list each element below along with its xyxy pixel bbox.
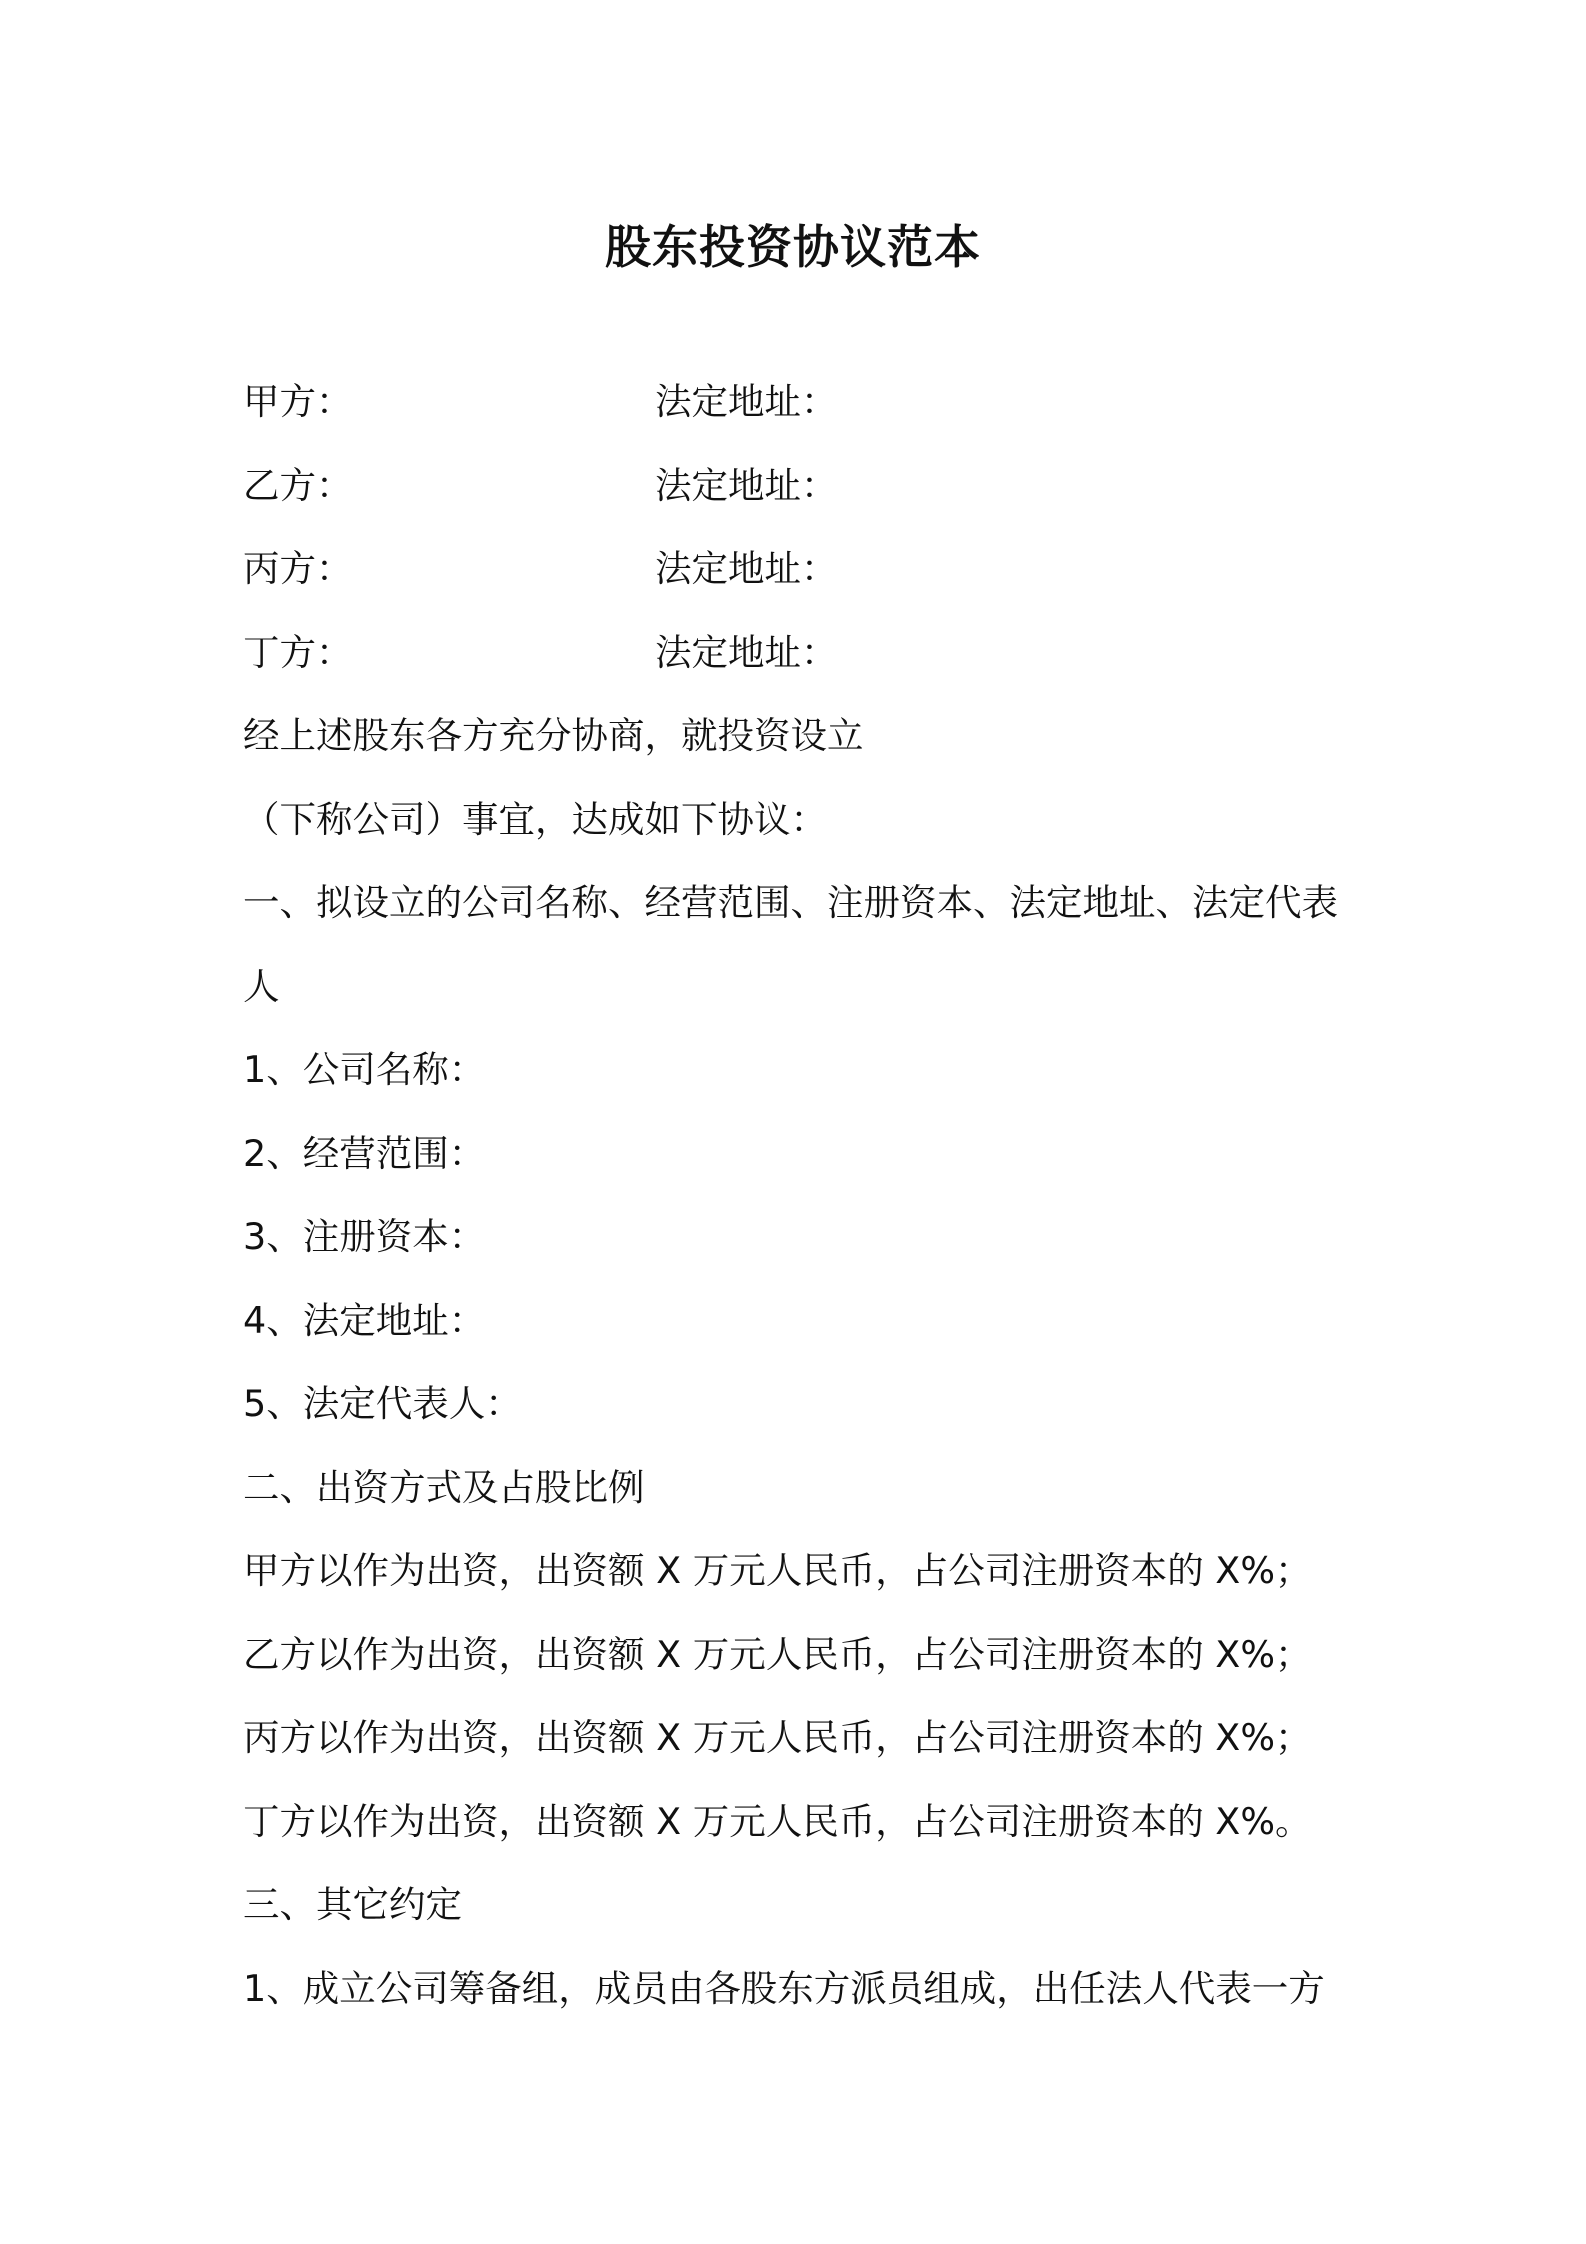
party-row-b <box>243 444 1363 528</box>
intro-line-2: （下称公司）事宜，达成如下协议： <box>243 797 827 841</box>
party-row-a <box>243 360 1363 444</box>
party-row-c <box>243 527 1363 611</box>
section1-item-company-name: 1、公司名称： <box>243 1048 486 1091</box>
section1-item-legal-address: 4、法定地址： <box>243 1298 486 1342</box>
section1-item-business-scope: 2、经营范围： <box>243 1131 486 1175</box>
section2-item-c: 丙方以作为出资，出资额 X 万元人民币，占公司注册资本的 X%； <box>243 1716 1312 1759</box>
section3-heading: 三、其它约定 <box>243 1883 462 1926</box>
section1-heading-line1: 一、拟设立的公司名称、经营范围、注册资本、法定地址、法定代表 <box>243 881 1338 924</box>
party-address-label-b: 法定地址： <box>655 463 838 507</box>
section3-item-1: 1、成立公司筹备组，成员由各股东方派员组成，出任法人代表一方 <box>243 1966 1325 2010</box>
section1-heading-line2: 人 <box>243 964 280 1008</box>
document-body <box>243 360 1363 2030</box>
section2-item-a: 甲方以作为出资，出资额 X 万元人民币，占公司注册资本的 X%； <box>243 1549 1312 1592</box>
document-title: 股东投资协议范本 <box>605 220 981 274</box>
party-name-d: 丁方： <box>243 630 353 674</box>
section1-item-registered-capital: 3、注册资本： <box>243 1215 486 1258</box>
section1-item-legal-representative: 5、法定代表人： <box>243 1382 522 1425</box>
party-name-c: 丙方： <box>243 547 353 590</box>
party-name-b: 乙方： <box>243 463 353 507</box>
party-name-a: 甲方： <box>243 380 353 423</box>
party-address-label-c: 法定地址： <box>655 547 838 590</box>
section2-item-b: 乙方以作为出资，出资额 X 万元人民币，占公司注册资本的 X%； <box>243 1632 1312 1676</box>
section2-item-d: 丁方以作为出资，出资额 X 万元人民币，占公司注册资本的 X%。 <box>243 1799 1312 1843</box>
section2-heading: 二、出资方式及占股比例 <box>243 1465 645 1509</box>
party-row-d <box>243 611 1363 695</box>
party-address-label-a: 法定地址： <box>655 380 838 423</box>
party-address-label-d: 法定地址： <box>655 630 838 674</box>
intro-line-1: 经上述股东各方充分协商，就投资设立 <box>243 714 864 757</box>
